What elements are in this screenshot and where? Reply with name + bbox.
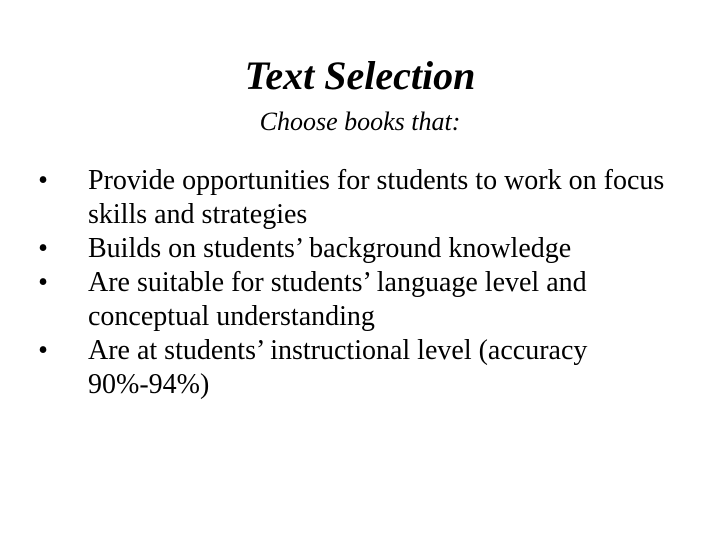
bullet-item: [28, 266, 688, 334]
bullet-dot-icon: •: [38, 233, 48, 264]
slide-subtitle: Choose books that:: [259, 107, 461, 136]
bullet-text: Provide opportunities for students to work on focus skills and strategies: [88, 165, 665, 230]
bullet-dot-icon: •: [38, 165, 48, 196]
bullet-text: Are at students’ instructional level (accuracy 90%-94%): [88, 335, 588, 400]
bullet-item: [28, 334, 688, 402]
bullet-text: Builds on students’ background knowledge: [88, 233, 572, 264]
bullet-item: [28, 164, 688, 232]
bullet-text: Are suitable for students’ language level and conceptual understanding: [88, 267, 587, 332]
bullet-item: [28, 232, 688, 266]
bullet-dot-icon: •: [38, 267, 48, 298]
bullet-list: [28, 164, 688, 402]
slide-title: Text Selection: [244, 53, 476, 98]
bullet-dot-icon: •: [38, 335, 48, 366]
